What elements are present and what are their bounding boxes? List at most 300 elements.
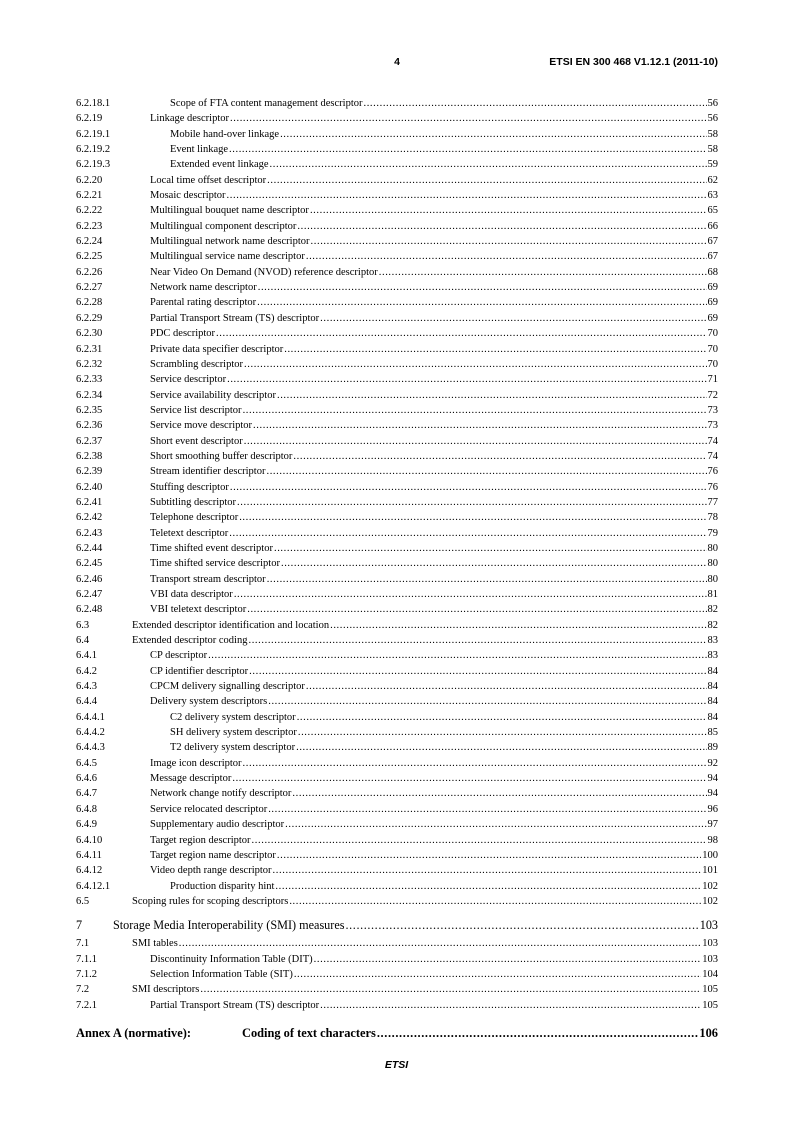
toc-entry-number: 6.2.23 xyxy=(76,220,103,232)
toc-entry-page: 62 xyxy=(707,174,718,186)
toc-entry-number: 7 xyxy=(76,918,83,933)
toc-entry[interactable] xyxy=(76,982,718,997)
toc-entry[interactable] xyxy=(76,572,718,587)
toc-entry-page: 67 xyxy=(707,236,718,248)
toc-entry-number: 6.2.19.2 xyxy=(76,144,111,156)
dot-leader xyxy=(306,249,707,264)
toc-entry-number: 6.3 xyxy=(76,619,90,631)
dot-leader xyxy=(281,556,707,571)
toc-entry-page: 79 xyxy=(707,527,718,539)
toc-entry[interactable] xyxy=(76,740,718,755)
toc-entry[interactable] xyxy=(76,449,718,464)
toc-entry-number: 7.2 xyxy=(76,984,90,996)
toc-entry-page: 92 xyxy=(707,757,718,769)
toc-entry-title: Service relocated descriptor xyxy=(150,803,268,815)
toc-entry-page: 105 xyxy=(702,984,718,996)
dot-leader xyxy=(229,142,706,157)
toc-entry[interactable] xyxy=(76,96,718,111)
toc-entry[interactable] xyxy=(76,648,718,663)
toc-entry[interactable] xyxy=(76,556,718,571)
toc-entry-page: 102 xyxy=(702,880,718,892)
toc-entry-number: 6.2.22 xyxy=(76,205,103,217)
toc-entry-number: 6.2.43 xyxy=(76,527,103,539)
dot-leader xyxy=(296,740,706,755)
toc-entry[interactable] xyxy=(76,265,718,280)
toc-entry[interactable] xyxy=(76,234,718,249)
toc-entry-number: 6.2.37 xyxy=(76,435,103,447)
toc-entry[interactable] xyxy=(76,771,718,786)
toc-entry[interactable] xyxy=(76,464,718,479)
toc-entry-title: Extended descriptor identification and location xyxy=(132,619,330,631)
dot-leader xyxy=(248,633,706,648)
toc-entry-title: Service availability descriptor xyxy=(150,389,276,401)
toc-entry-page: 69 xyxy=(707,312,718,324)
toc-entry-page: 76 xyxy=(707,466,718,478)
toc-entry-title: VBI data descriptor xyxy=(150,589,233,600)
toc-entry-number: 6.4.7 xyxy=(76,788,97,800)
dot-leader xyxy=(268,694,706,709)
dot-leader xyxy=(244,357,706,372)
toc-entry-title: Short event descriptor xyxy=(150,435,243,447)
toc-entry-page: 82 xyxy=(707,604,718,616)
toc-entry-title: Coding of text characters xyxy=(242,1025,376,1040)
toc-entry[interactable] xyxy=(76,694,718,709)
toc-entry-number: 6.2.39 xyxy=(76,466,103,478)
toc-entry-page: 100 xyxy=(702,849,718,861)
toc-entry[interactable] xyxy=(76,280,718,295)
toc-entry-page: 103 xyxy=(699,918,718,933)
dot-leader xyxy=(377,1022,699,1044)
toc-entry-title: Teletext descriptor xyxy=(150,527,229,539)
toc-entry-page: 74 xyxy=(707,435,718,447)
dot-leader xyxy=(314,952,702,967)
toc-entry-page: 76 xyxy=(707,481,718,493)
toc-entry[interactable] xyxy=(76,219,718,234)
toc-entry-page: 101 xyxy=(702,865,718,877)
dot-leader xyxy=(285,817,706,832)
toc-entry-page: 63 xyxy=(707,190,718,202)
dot-leader xyxy=(267,572,707,587)
toc-entry-page: 84 xyxy=(707,665,718,677)
toc-entry-title: Production disparity hint xyxy=(170,880,275,892)
toc-entry-number: 7.1 xyxy=(76,938,90,950)
toc-entry[interactable] xyxy=(76,403,718,418)
dot-leader xyxy=(229,526,706,541)
toc-entry-title: Message descriptor xyxy=(150,773,232,785)
toc-entry-number: 6.2.31 xyxy=(76,343,103,355)
toc-entry-page: 105 xyxy=(702,999,718,1011)
toc-entry[interactable] xyxy=(76,295,718,310)
toc-entry[interactable] xyxy=(76,357,718,372)
toc-entry-number: 6.2.46 xyxy=(76,573,103,585)
toc-entry-page: 74 xyxy=(707,450,718,462)
toc-entry-title: Discontinuity Information Table (DIT) xyxy=(150,953,313,965)
dot-leader xyxy=(234,587,707,602)
toc-entry[interactable] xyxy=(76,602,718,617)
dot-leader xyxy=(277,848,701,863)
toc-entry-page: 85 xyxy=(707,727,718,739)
toc-entry-title: Time shifted service descriptor xyxy=(150,558,280,570)
toc-entry[interactable] xyxy=(76,326,718,341)
dot-leader xyxy=(268,802,706,817)
toc-entry-title: CP descriptor xyxy=(150,650,208,662)
toc-entry-page: 59 xyxy=(707,159,718,171)
toc-entry-number: 6.2.42 xyxy=(76,512,103,524)
toc-entry-number: 6.4.4 xyxy=(76,696,97,708)
dot-leader xyxy=(232,771,706,786)
toc-entry[interactable] xyxy=(76,480,718,495)
dot-leader xyxy=(294,967,701,982)
toc-entry-page: 67 xyxy=(707,251,718,263)
dot-leader xyxy=(274,541,707,556)
toc-entry-title: Local time offset descriptor xyxy=(150,174,267,186)
toc-entry-number: 6.2.18.1 xyxy=(76,98,111,109)
toc-entry-number: Annex A (normative): xyxy=(76,1025,191,1040)
dot-leader xyxy=(270,157,707,172)
dot-leader xyxy=(320,998,701,1013)
toc-entry-number: 6.2.38 xyxy=(76,450,103,462)
toc-entry-number: 7.1.2 xyxy=(76,968,97,980)
toc-entry-page: 80 xyxy=(707,573,718,585)
toc-entry-title: Delivery system descriptors xyxy=(150,696,268,708)
toc-entry-number: 6.2.20 xyxy=(76,174,103,186)
toc-entry-title: Scope of FTA content management descriptor xyxy=(170,98,363,109)
toc-entry-number: 6.4.12 xyxy=(76,865,103,877)
toc-entry[interactable] xyxy=(76,526,718,541)
toc-entry-title: Linkage descriptor xyxy=(150,113,230,125)
toc-entry-page: 70 xyxy=(707,358,718,370)
toc-entry[interactable] xyxy=(76,817,718,832)
toc-entry-page: 94 xyxy=(707,788,718,800)
toc-entry[interactable] xyxy=(76,998,718,1013)
toc-entry[interactable] xyxy=(76,756,718,771)
toc-entry[interactable] xyxy=(76,249,718,264)
toc-entry-page: 78 xyxy=(707,512,718,524)
toc-entry[interactable] xyxy=(76,510,718,525)
toc-entry-page: 80 xyxy=(707,558,718,570)
toc-entry-page: 103 xyxy=(702,938,718,950)
toc-entry-page: 72 xyxy=(707,389,718,401)
toc-entry[interactable] xyxy=(76,848,718,863)
toc-entry-number: 6.2.29 xyxy=(76,312,103,324)
toc-entry-title: Multilingual service name descriptor xyxy=(150,251,305,263)
toc-entry-number: 6.4 xyxy=(76,635,90,647)
toc-entry-title: Service list descriptor xyxy=(150,404,242,416)
toc-entry-number: 6.4.12.1 xyxy=(76,880,111,892)
toc-entry-title: Target region name descriptor xyxy=(150,849,276,861)
toc-entry[interactable] xyxy=(76,967,718,982)
toc-entry-page: 89 xyxy=(707,742,718,754)
toc-entry-number: 6.4.10 xyxy=(76,834,103,846)
toc-entry-title: Multilingual bouquet name descriptor xyxy=(150,205,309,217)
dot-leader xyxy=(216,326,706,341)
toc-entry[interactable] xyxy=(76,786,718,801)
toc-entry-title: Service descriptor xyxy=(150,374,227,386)
toc-entry-page: 77 xyxy=(707,496,718,508)
toc-entry-title: Multilingual network name descriptor xyxy=(150,236,310,248)
page-number: 4 xyxy=(394,56,400,68)
toc-entry-page: 80 xyxy=(707,542,718,554)
dot-leader xyxy=(330,618,706,633)
toc-entry-page: 94 xyxy=(707,773,718,785)
toc-entry[interactable] xyxy=(76,142,718,157)
toc-entry[interactable] xyxy=(76,618,718,633)
dot-leader xyxy=(292,786,706,801)
toc-entry-title: Short smoothing buffer descriptor xyxy=(150,450,293,462)
toc-entry-number: 6.2.19 xyxy=(76,113,103,125)
toc-entry-number: 6.4.11 xyxy=(76,849,102,861)
toc-entry-number: 6.2.33 xyxy=(76,374,103,386)
toc-entry-number: 6.2.48 xyxy=(76,604,103,616)
toc-entry-number: 6.2.19.1 xyxy=(76,128,111,140)
toc-entry[interactable] xyxy=(76,952,718,967)
toc-entry-number: 6.2.45 xyxy=(76,558,103,570)
toc-entry[interactable] xyxy=(76,679,718,694)
toc-entry-page: 81 xyxy=(707,589,718,600)
toc-entry[interactable] xyxy=(76,802,718,817)
toc-entry-number: 6.4.6 xyxy=(76,773,97,785)
toc-entry-page: 58 xyxy=(707,128,718,140)
toc-entry-title: VBI teletext descriptor xyxy=(150,604,247,616)
toc-entry[interactable] xyxy=(76,633,718,648)
toc-entry-title: Extended event linkage xyxy=(170,159,269,171)
dot-leader xyxy=(230,111,706,126)
toc-entry-title: Event linkage xyxy=(170,144,229,156)
dot-leader xyxy=(363,96,706,111)
dot-leader xyxy=(244,434,707,449)
toc-entry-number: 6.2.41 xyxy=(76,496,103,508)
toc-entry-title: Network change notify descriptor xyxy=(150,788,292,800)
dot-leader xyxy=(252,833,707,848)
toc-entry[interactable] xyxy=(76,1022,718,1044)
toc-entry-page: 58 xyxy=(707,144,718,156)
toc-entry-number: 6.2.27 xyxy=(76,282,103,294)
dot-leader xyxy=(243,403,707,418)
dot-leader xyxy=(237,495,706,510)
dot-leader xyxy=(230,480,707,495)
toc-entry[interactable] xyxy=(76,173,718,188)
dot-leader xyxy=(311,234,707,249)
toc-entry[interactable] xyxy=(76,725,718,740)
toc-entry-page: 71 xyxy=(707,374,718,386)
dot-leader xyxy=(297,219,706,234)
toc-entry-number: 6.4.8 xyxy=(76,803,97,815)
dot-leader xyxy=(257,295,706,310)
dot-leader xyxy=(275,879,701,894)
toc-entry[interactable] xyxy=(76,863,718,878)
toc-entry-page: 56 xyxy=(707,98,718,109)
page-footer: ETSI xyxy=(384,1059,409,1071)
toc-entry-number: 6.2.24 xyxy=(76,236,103,248)
toc-entry-page: 104 xyxy=(702,968,718,980)
toc-entry-title: Scoping rules for scoping descriptors xyxy=(132,895,289,907)
toc-entry[interactable] xyxy=(76,664,718,679)
toc-entry-page: 70 xyxy=(707,343,718,355)
toc-entry-number: 6.2.30 xyxy=(76,328,103,340)
toc-entry-page: 84 xyxy=(707,681,718,693)
toc-entry-page: 96 xyxy=(707,803,718,815)
toc-entry-page: 70 xyxy=(707,328,718,340)
toc-entry-number: 6.2.19.3 xyxy=(76,159,111,171)
table-of-contents xyxy=(76,96,718,1044)
toc-entry[interactable] xyxy=(76,157,718,172)
toc-entry[interactable] xyxy=(76,372,718,387)
toc-entry-number: 6.2.40 xyxy=(76,481,103,493)
toc-entry-number: 6.2.47 xyxy=(76,589,103,600)
toc-entry[interactable] xyxy=(76,188,718,203)
toc-entry-number: 6.2.35 xyxy=(76,404,103,416)
dot-leader xyxy=(284,342,706,357)
toc-entry-title: Stuffing descriptor xyxy=(150,481,229,493)
dot-leader xyxy=(239,510,706,525)
toc-entry-page: 84 xyxy=(707,696,718,708)
toc-entry-title: Subtitling descriptor xyxy=(150,496,237,508)
toc-entry-page: 103 xyxy=(702,953,718,965)
toc-entry-number: 6.2.25 xyxy=(76,251,103,263)
toc-entry-page: 83 xyxy=(707,650,718,662)
toc-entry[interactable] xyxy=(76,311,718,326)
document-id: ETSI EN 300 468 V1.12.1 (2011-10) xyxy=(549,56,718,68)
dot-leader xyxy=(227,188,707,203)
toc-entry[interactable] xyxy=(76,710,718,725)
toc-entry-title: Extended descriptor coding xyxy=(132,635,248,647)
dot-leader xyxy=(379,265,707,280)
toc-entry-title: Private data specifier descriptor xyxy=(150,343,284,355)
toc-entry-title: Video depth range descriptor xyxy=(150,865,272,877)
toc-entry-title: Network name descriptor xyxy=(150,282,257,294)
dot-leader xyxy=(179,936,701,951)
toc-entry-number: 6.4.4.3 xyxy=(76,742,105,754)
dot-leader xyxy=(320,311,706,326)
toc-entry[interactable] xyxy=(76,879,718,894)
dot-leader xyxy=(208,648,706,663)
toc-entry-number: 6.2.21 xyxy=(76,190,103,202)
dot-leader xyxy=(297,710,707,725)
toc-entry-number: 6.2.26 xyxy=(76,266,103,278)
toc-entry-number: 6.4.2 xyxy=(76,665,97,677)
toc-entry-number: 6.4.1 xyxy=(76,650,97,662)
toc-entry-title: Transport stream descriptor xyxy=(150,573,266,585)
toc-entry-number: 6.4.4.1 xyxy=(76,711,105,723)
toc-entry-number: 6.2.44 xyxy=(76,542,103,554)
toc-entry-title: Partial Transport Stream (TS) descriptor xyxy=(150,999,320,1011)
dot-leader xyxy=(277,388,707,403)
dot-leader xyxy=(243,756,707,771)
toc-entry-number: 6.5 xyxy=(76,895,90,907)
toc-entry-title: Target region descriptor xyxy=(150,834,251,846)
toc-entry[interactable] xyxy=(76,203,718,218)
dot-leader xyxy=(273,863,702,878)
toc-entry[interactable] xyxy=(76,894,718,909)
toc-entry-title: Stream identifier descriptor xyxy=(150,466,266,478)
toc-entry-title: SMI tables xyxy=(132,938,178,950)
toc-entry-number: 7.1.1 xyxy=(76,953,97,965)
toc-entry-number: 6.4.3 xyxy=(76,681,97,693)
dot-leader xyxy=(249,664,706,679)
dot-leader xyxy=(247,602,706,617)
toc-entry[interactable] xyxy=(76,915,718,936)
dot-leader xyxy=(266,464,706,479)
dot-leader xyxy=(298,725,707,740)
toc-entry-number: 6.2.36 xyxy=(76,420,103,432)
toc-entry-title: Storage Media Interoperability (SMI) measures xyxy=(113,918,345,933)
toc-entry-title: Supplementary audio descriptor xyxy=(150,819,285,831)
toc-entry[interactable] xyxy=(76,418,718,433)
toc-entry-page: 82 xyxy=(707,619,718,631)
toc-entry-title: T2 delivery system descriptor xyxy=(170,742,296,754)
toc-entry-title: CP identifier descriptor xyxy=(150,665,249,677)
toc-entry-title: Image icon descriptor xyxy=(150,757,242,769)
dot-leader xyxy=(293,449,706,464)
toc-entry-title: Time shifted event descriptor xyxy=(150,542,273,554)
toc-entry-number: 7.2.1 xyxy=(76,999,97,1011)
toc-entry-page: 73 xyxy=(707,404,718,416)
dot-leader xyxy=(310,203,707,218)
toc-entry[interactable] xyxy=(76,833,718,848)
toc-entry-page: 97 xyxy=(707,819,718,831)
toc-entry[interactable] xyxy=(76,127,718,142)
dot-leader xyxy=(267,173,706,188)
dot-leader xyxy=(200,982,701,997)
toc-entry-page: 84 xyxy=(707,711,718,723)
toc-entry-page: 65 xyxy=(707,205,718,217)
dot-leader xyxy=(227,372,706,387)
toc-entry[interactable] xyxy=(76,495,718,510)
toc-entry[interactable] xyxy=(76,342,718,357)
toc-entry-title: Selection Information Table (SIT) xyxy=(150,968,293,980)
toc-entry-title: Near Video On Demand (NVOD) reference descriptor xyxy=(150,266,378,278)
toc-entry-title: Service move descriptor xyxy=(150,420,253,432)
toc-entry-page: 106 xyxy=(699,1025,718,1040)
toc-entry-title: Multilingual component descriptor xyxy=(150,220,297,232)
toc-entry-title: Parental rating descriptor xyxy=(150,297,257,309)
toc-entry-number: 6.4.4.2 xyxy=(76,727,105,739)
dot-leader xyxy=(306,679,707,694)
toc-entry-title: PDC descriptor xyxy=(150,328,216,340)
toc-entry-title: SMI descriptors xyxy=(132,984,200,996)
toc-entry-number: 6.2.34 xyxy=(76,389,103,401)
toc-entry[interactable] xyxy=(76,434,718,449)
toc-entry-page: 56 xyxy=(707,113,718,125)
toc-entry-title: Scrambling descriptor xyxy=(150,358,244,370)
toc-entry-page: 83 xyxy=(707,635,718,647)
toc-entry-title: Mobile hand-over linkage xyxy=(170,128,280,140)
toc-entry-page: 98 xyxy=(707,834,718,846)
toc-entry-title: Telephone descriptor xyxy=(150,512,239,524)
dot-leader xyxy=(258,280,707,295)
dot-leader xyxy=(253,418,706,433)
toc-entry[interactable] xyxy=(76,541,718,556)
toc-entry-title: Partial Transport Stream (TS) descriptor xyxy=(150,312,320,324)
toc-entry-number: 6.2.28 xyxy=(76,297,103,309)
toc-entry-number: 6.4.9 xyxy=(76,819,97,831)
toc-entry-title: SH delivery system descriptor xyxy=(170,727,297,739)
toc-entry-page: 66 xyxy=(707,220,718,232)
toc-entry-page: 102 xyxy=(702,895,718,907)
toc-entry-page: 68 xyxy=(707,266,718,278)
toc-entry-title: CPCM delivery signalling descriptor xyxy=(150,681,305,693)
toc-entry-page: 73 xyxy=(707,420,718,432)
toc-entry-page: 69 xyxy=(707,297,718,309)
toc-entry[interactable] xyxy=(76,111,718,126)
toc-entry[interactable] xyxy=(76,587,718,602)
toc-entry-number: 6.2.32 xyxy=(76,358,103,370)
toc-entry[interactable] xyxy=(76,936,718,951)
dot-leader xyxy=(280,127,706,142)
toc-entry[interactable] xyxy=(76,388,718,403)
page-header xyxy=(76,56,718,72)
dot-leader xyxy=(346,915,699,936)
